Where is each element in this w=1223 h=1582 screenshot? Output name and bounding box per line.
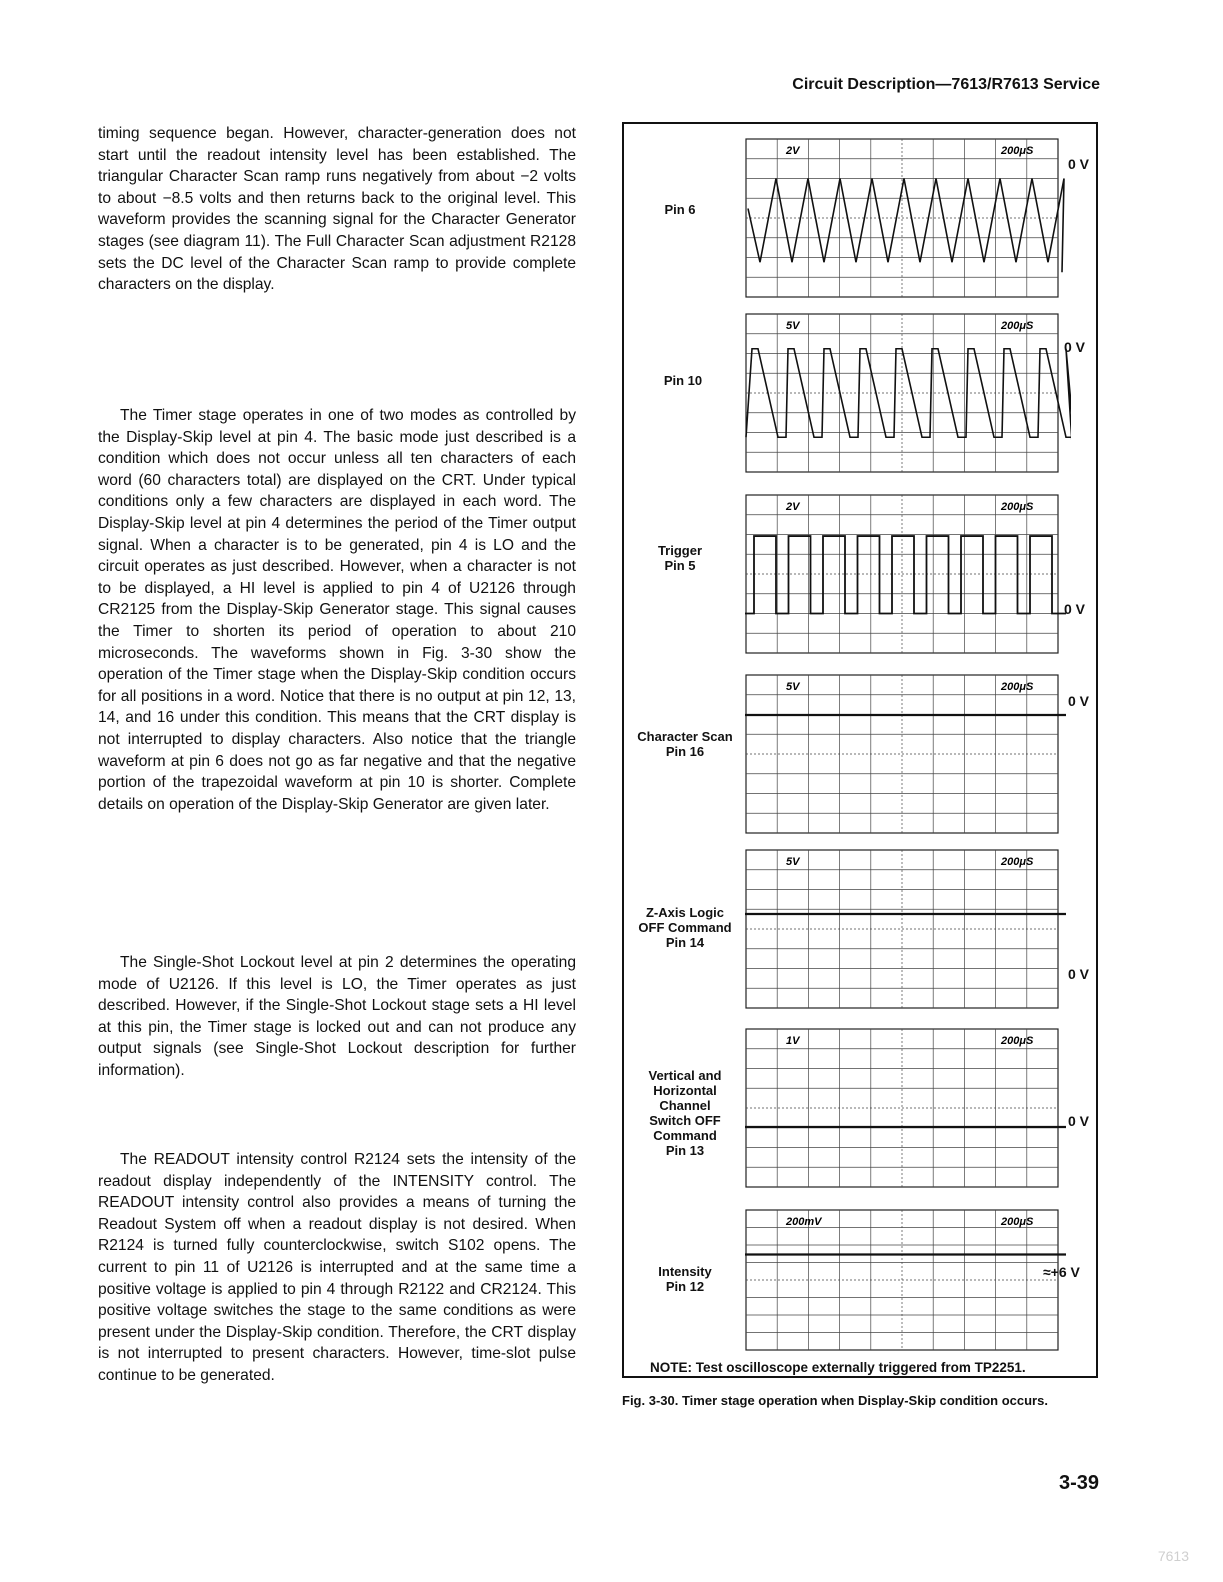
scope-pin6 bbox=[745, 137, 1071, 301]
ref-level-7: ≈+6 V bbox=[1043, 1264, 1080, 1280]
trace-label-pin10: Pin 10 bbox=[663, 373, 703, 388]
scope-pin14 bbox=[745, 848, 1071, 1012]
figure-caption: Fig. 3-30. Timer stage operation when Display-Skip condition occurs. bbox=[622, 1393, 1048, 1408]
time-per-div: 200μS bbox=[1001, 1216, 1034, 1228]
scope-pin16 bbox=[745, 673, 1071, 837]
time-per-div: 200μS bbox=[1001, 145, 1034, 157]
paragraph-text: The Single-Shot Lockout level at pin 2 determines the operating mode of U2126. If this level is LO, the Timer operates as just described. However, if the Single-Shot Lockout stage sets a HI level at this pin, the Timer stage is locked out and can not produce any output signals (see Single-Shot Lockout description for further information). bbox=[98, 954, 576, 1079]
scope-pin12 bbox=[745, 1208, 1071, 1354]
ref-level-1: 0 V bbox=[1068, 156, 1090, 172]
trace-label-switch-off: Vertical and Horizontal Channel Switch OFF Command Pin 13 bbox=[648, 1068, 722, 1158]
volts-per-div: 5V bbox=[786, 856, 800, 868]
ref-level-4: 0 V bbox=[1068, 693, 1090, 709]
body-paragraph-4 bbox=[98, 1149, 576, 1387]
running-header: Circuit Description—7613/R7613 Service bbox=[792, 76, 1100, 93]
time-per-div: 200μS bbox=[1001, 320, 1034, 332]
volts-per-div: 200mV bbox=[786, 1216, 822, 1228]
watermark: 7613 bbox=[1157, 1548, 1189, 1564]
page-number: 3-39 bbox=[1058, 1472, 1099, 1494]
volts-per-div: 2V bbox=[786, 501, 800, 513]
ref-level-5: 0 V bbox=[1068, 966, 1090, 982]
paragraph-text: The Timer stage operates in one of two modes as controlled by the Display-Skip level at pin 4. The basic mode just described is a condition which does not occur unless all ten characters of each word (60 characters total) are displayed on the CRT. Under typical conditions only a few characters are displayed in each word. The Display-Skip level at pin 4 determines the period of the Timer output signal. When a character is to be generated, pin 4 is LO and the circuit operates as just described. However, when a character is not to be displayed, a HI level is applied to pin 4 of U2126 through CR2125 from the Display-Skip Generator stage. This signal causes the Timer to shorten its period of operation to about 210 microseconds. The waveforms shown in Fig. 3-30 show the operation of the Timer stage when the Display-Skip condition occurs for all positions in a word. Notice that there is no output at pin 12, 13, 14, and 16 under this condition. This means that the CRT display is not interrupted to display characters. Also notice that the triangle waveform at pin 6 does not go as far negative and that the negative portion of the trapezoidal waveform at pin 10 is shorter. Complete details on operation of the Display-Skip Generator are given later. bbox=[98, 407, 576, 813]
volts-per-div: 5V bbox=[786, 320, 800, 332]
paragraph-text: timing sequence began. However, character-generation does not start until the readout intensity level has been established. The triangular Character Scan ramp runs negatively from about −2 volts to about −8.5 volts and then returns back to the original level. This waveform provides the scanning signal for the Character Generator stages (see diagram 11). The Full Character Scan adjustment R2128 sets the DC level of the Character Scan ramp to provide complete characters on the display. bbox=[98, 125, 576, 294]
waveform-trapezoid bbox=[746, 349, 1071, 443]
trace-label-pin6: Pin 6 bbox=[664, 202, 696, 217]
ref-level-3: 0 V bbox=[1064, 601, 1086, 617]
scope-pin13 bbox=[745, 1027, 1071, 1191]
volts-per-div: 5V bbox=[786, 681, 800, 693]
trace-label-z-axis: Z-Axis Logic OFF Command Pin 14 bbox=[638, 905, 732, 950]
volts-per-div: 1V bbox=[786, 1035, 800, 1047]
ref-level-6: 0 V bbox=[1068, 1113, 1090, 1129]
time-per-div: 200μS bbox=[1001, 1035, 1034, 1047]
volts-per-div: 2V bbox=[786, 145, 800, 157]
trace-label-trigger: Trigger Pin 5 bbox=[657, 543, 703, 573]
trace-label-char-scan: Character Scan Pin 16 bbox=[637, 729, 733, 759]
body-paragraph-3 bbox=[98, 952, 576, 1082]
time-per-div: 200μS bbox=[1001, 501, 1034, 513]
paragraph-text: The READOUT intensity control R2124 sets the intensity of the readout display independently of the INTENSITY control. The READOUT intensity control also provides a means of turning the Readout System off when a readout display is not desired. When R2124 is turned fully counterclockwise, switch S102 opens. The current to pin 11 of U2126 is interrupted and at the same time a positive voltage is applied to pin 4 through R2122 and CR2124. This positive voltage switches the stage to the same conditions as were present under the Display-Skip condition. Therefore, the CRT display is not interrupted to present characters. However, time-slot pulse continue to be generated. bbox=[98, 1151, 576, 1384]
scope-pin5 bbox=[745, 493, 1071, 657]
figure-note: NOTE: Test oscilloscope externally triggered from TP2251. bbox=[650, 1360, 1026, 1375]
time-per-div: 200μS bbox=[1001, 856, 1034, 868]
body-paragraph-2 bbox=[98, 405, 576, 815]
scope-pin10 bbox=[745, 312, 1071, 476]
time-per-div: 200μS bbox=[1001, 681, 1034, 693]
trace-label-intensity: Intensity Pin 12 bbox=[658, 1264, 712, 1294]
ref-level-2: 0 V bbox=[1064, 339, 1086, 355]
body-paragraph-1 bbox=[98, 123, 576, 296]
waveform-square bbox=[745, 536, 1066, 613]
waveform-triangle bbox=[748, 179, 1064, 273]
